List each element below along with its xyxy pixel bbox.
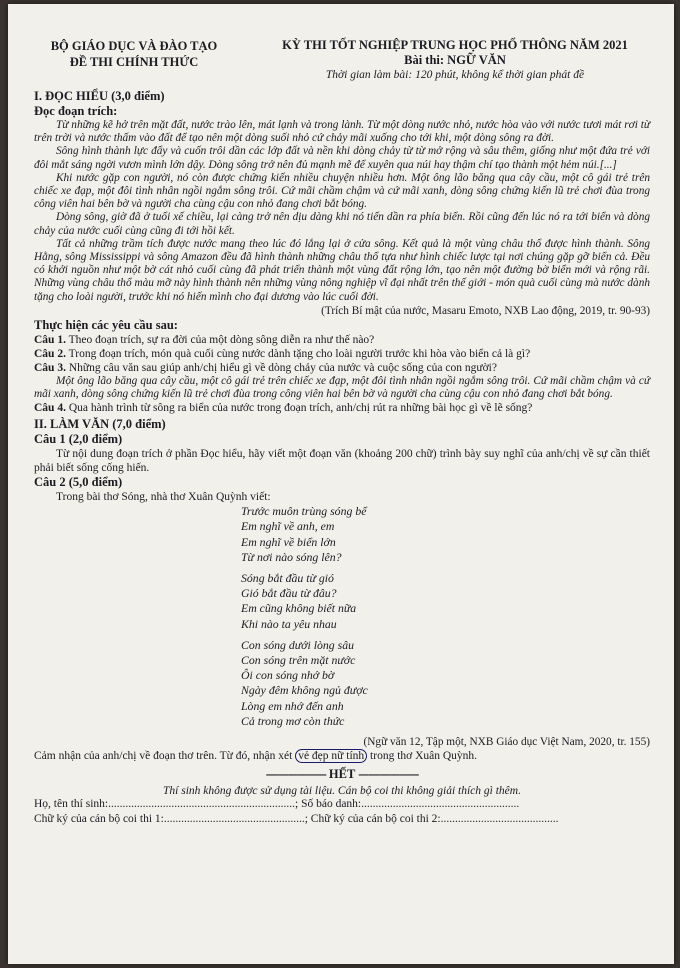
exam-header — [34, 38, 650, 83]
signature2-label: ; Chữ ký của cán bộ coi thi 2: — [304, 813, 441, 826]
poem-line: Con sóng dưới lòng sâu — [241, 637, 355, 652]
subject-label: Bài thi: NGỮ VĂN — [404, 53, 506, 67]
poem-line: Sóng bắt đầu từ gió — [241, 571, 334, 586]
question-text: Những câu văn sau giúp anh/chị hiểu gì về dòng chảy của nước và cuộc sống của con người? — [68, 361, 497, 374]
poem-stanza — [241, 571, 650, 632]
exam-title: KỲ THI TỐT NGHIỆP TRUNG HỌC PHỔ THÔNG NĂM 2021 — [282, 38, 628, 52]
poem-line: Từ nơi nào sóng lên? — [241, 549, 342, 564]
poem-line: Lòng em nhớ đến anh — [241, 698, 344, 713]
question-label: Câu 1. — [34, 333, 66, 346]
question-text: Qua hành trình từ sông ra biển của nước trong đoạn trích, anh/chị rút ra những bài học gì về lẽ sống? — [68, 402, 533, 415]
end-marker: ------------------- HẾT ------------------- — [265, 767, 419, 782]
candidate-number-label: ; Số báo danh: — [295, 798, 362, 811]
passage-paragraph: Tất cả những trầm tích được nước mang theo lúc đó lắng lại ở cửa sông. Kết quả là một vùng châu thổ được hình thành. Sông Hằng, sông Mississippi và sông Amazon đều đã hình thành những châu thổ tựa như hình chiếc lược tại nơi chúng gặp gỡ biển cả. Đều có khởi nguồn như một bờ cát nhỏ cuối cùng đã phát triển thành một vùng đất rộng lớn, tạo nên một đường bờ biển mới và rộng rãi. Những vùng châu thổ màu mỡ này hình thành nên những vùng nông nghiệp vĩ đại nhất trên thế giới - món quà cuối cùng mà nước dành tặng cho loài người, trước khi nó hiến mình cho đại dương vào lúc cuối đời. — [34, 237, 650, 303]
header-right — [260, 38, 650, 83]
passage-paragraph: Từ những kẽ hở trên mặt đất, nước trào lên, mát lạnh và trong lành. Từ một dòng nước nhỏ, nước hòa vào với nước tươi mát rơi từ trên trời và nước thấm vào đất để tạo nên một dòng suối nhỏ cứ chảy mãi xuống cho tới khi, một dòng sông ra đời. — [34, 119, 650, 145]
passage-paragraph: Sông hình thành lực đẩy và cuốn trôi dần các lớp đất và nền khi dòng chảy từ từ mở rộng và sâu thêm, giống như một đứa trẻ với đôi mắt sáng ngời vươn mình lớn dậy. Dòng sông trở nên đủ mạnh mẽ để xuyên qua núi hay thậm chí tạo thành một hẻm núi.[...] — [34, 145, 650, 171]
poem-line: Con sóng trên mặt nước — [241, 653, 356, 668]
poem-stanza — [241, 504, 650, 565]
poem — [241, 504, 650, 729]
question-text: Trong đoạn trích, món quà cuối cùng nước dành tặng cho loài người trước khi hòa vào biển cả là gì? — [68, 347, 531, 360]
poem-line: Ôi con sóng nhớ bờ — [241, 668, 335, 683]
poem-stanza — [241, 638, 650, 729]
part1-title: I. ĐỌC HIỂU (3,0 điểm) — [34, 89, 165, 103]
official-label: ĐỀ THI CHÍNH THỨC — [69, 55, 199, 69]
poem-line: Gió bắt đầu từ đâu? — [241, 586, 337, 601]
exam-sheet — [8, 4, 674, 964]
passage-paragraph: Khi nước gặp con người, nó còn được chứng kiến nhiều chuyện nhiều hơn. Một ông lão băng qua cây cầu, một cô gái trẻ trên chiếc xe đạp, một đôi tình nhân ngồi ngắm sông trôi. Cứ mãi chầm chậm và cứ mãi xanh, dòng sông chứng kiến lũ trẻ chơi đùa trong công viên hai bên bờ và người cha cùng cậu con nhỏ đang chơi bắt bóng. — [34, 171, 650, 211]
question-1 — [34, 333, 650, 347]
signature-line: Chữ ký của cán bộ coi thi 1:.................................................; Chữ ký của cán bộ coi thi 2:......................................... — [34, 813, 559, 826]
ministry-name: BỘ GIÁO DỤC VÀ ĐÀO TẠO — [50, 39, 218, 53]
exam-note: Thí sinh không được sử dụng tài liệu. Cán bộ coi thi không giải thích gì thêm. — [163, 785, 521, 798]
header-left — [34, 38, 234, 83]
task1-text: Từ nội dung đoạn trích ở phần Đọc hiểu, hãy viết một đoạn văn (khoảng 200 chữ) trình bày suy nghĩ của anh/chị về sự cần thiết phải biết sống cống hiến. — [34, 448, 650, 475]
question-label: Câu 2. — [34, 347, 66, 360]
question-3-quote: Một ông lão băng qua cây cầu, một cô gái trẻ trên chiếc xe đạp, một đôi tình nhân ngồi ngắm sông trôi. Cứ mãi chầm chậm và cứ mãi xanh, dòng sông chứng kiến lũ trẻ chơi đùa trong công viên hai bên bờ và người cha cùng cậu con nhỏ đang chơi bắt bóng. — [34, 374, 650, 401]
time-label: Thời gian làm bài: 120 phút, không kể thời gian phát đề — [325, 69, 585, 81]
poem-line: Khi nào ta yêu nhau — [241, 616, 337, 631]
requirements-label: Thực hiện các yêu cầu sau: — [34, 317, 178, 332]
passage-source: (Trích Bí mật của nước, Masaru Emoto, NXB Lao động, 2019, tr. 90-93) — [321, 304, 650, 317]
poem-line: Cả trong mơ còn thức — [241, 713, 345, 728]
question-text: Theo đoạn trích, sự ra đời của một dòng sông diễn ra như thế nào? — [68, 333, 375, 346]
question-3 — [34, 361, 650, 375]
poem-line: Em nghĩ về biển lớn — [241, 534, 336, 549]
poem-line: Em nghĩ về anh, em — [241, 519, 335, 534]
read-label: Đọc đoạn trích: — [34, 104, 118, 118]
poem-line: Em cũng không biết nữa — [241, 601, 357, 616]
exam-content — [34, 38, 650, 827]
passage-paragraph: Dòng sông, giờ đã ở tuổi xế chiều, lại càng trở nên dịu dàng khi nó tiến dần ra phía biển. Rồi cũng đến lúc nó ra tới biển và dòng chảy của nước cuối cùng cũng đi tới hồi kết. — [34, 211, 650, 237]
question-label: Câu 4. — [34, 402, 66, 415]
question-4 — [34, 401, 650, 415]
poem-line: Trước muôn trùng sóng bể — [241, 504, 367, 519]
question-2 — [34, 347, 650, 361]
task2-intro: Trong bài thơ Sóng, nhà thơ Xuân Quỳnh viết: — [56, 491, 271, 504]
signature1-label: Chữ ký của cán bộ coi thi 1: — [34, 813, 164, 826]
highlighted-phrase: vẻ đẹp nữ tính — [295, 749, 367, 763]
part2-title: II. LÀM VĂN (7,0 điểm) — [34, 417, 166, 432]
candidate-line: Họ, tên thí sinh:.................................................................; Số báo danh:....................................................... — [34, 798, 520, 811]
task1-label: Câu 1 (2,0 điểm) — [34, 432, 123, 447]
question-label: Câu 3. — [34, 361, 66, 374]
task2-label: Câu 2 (5,0 điểm) — [34, 475, 123, 490]
task2-prompt — [34, 749, 650, 763]
poem-line: Ngày đêm không ngủ được — [241, 683, 368, 698]
poem-source: (Ngữ văn 12, Tập một, NXB Giáo dục Việt Nam, 2020, tr. 155) — [363, 736, 650, 749]
end-label: HẾT — [328, 767, 356, 782]
task2-prompt-end: trong thơ Xuân Quỳnh. — [370, 750, 478, 763]
task2-prompt-start: Cảm nhận của anh/chị về đoạn thơ trên. Từ đó, nhận xét — [34, 750, 293, 763]
candidate-name-label: Họ, tên thí sinh: — [34, 798, 109, 811]
